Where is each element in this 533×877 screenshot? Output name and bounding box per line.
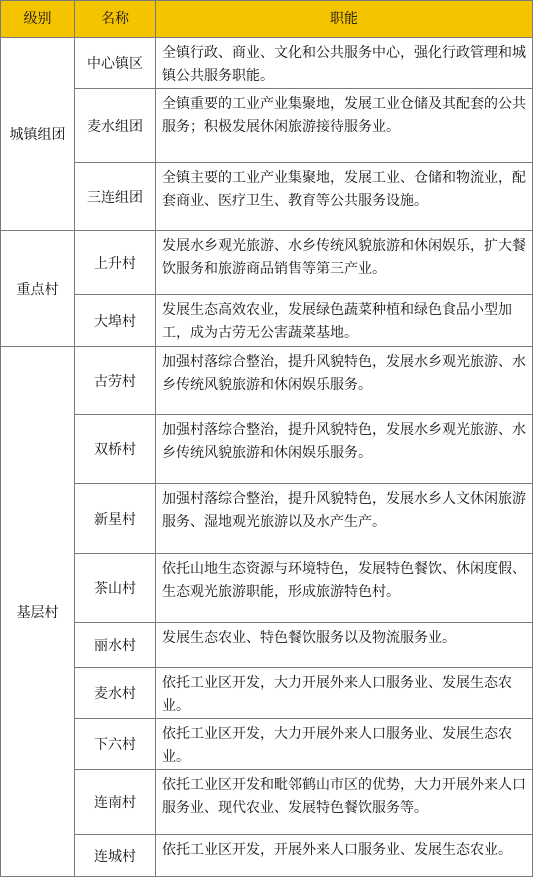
duty-cell: 全镇主要的工业产业集聚地，发展工业、仓储和物流业，配套商业、医疗卫生、教育等公共服务设施。: [156, 163, 533, 231]
duty-cell: 依托山地生态资源与环境特色，发展特色餐饮、休闲度假、生态观光旅游职能，形成旅游特色村。: [156, 554, 533, 623]
name-cell: 中心镇区: [75, 38, 156, 89]
duty-cell: 发展水乡观光旅游、水乡传统风貌旅游和休闲娱乐，扩大餐饮服务和旅游商品销售等第三产业。: [156, 231, 533, 295]
name-cell: 连城村: [75, 835, 156, 877]
duty-cell: 依托工业区开发和毗邻鹤山市区的优势，大力开展外来人口服务业、现代农业、发展特色餐饮服务等。: [156, 770, 533, 835]
table-row: [1, 668, 533, 719]
duty-cell: 加强村落综合整治，提升风貌特色，发展水乡观光旅游、水乡传统风貌旅游和休闲娱乐服务。: [156, 347, 533, 415]
duty-cell: 发展生态农业、特色餐饮服务以及物流服务业。: [156, 623, 533, 668]
table-row: [1, 347, 533, 415]
level-cell: 重点村: [1, 231, 75, 347]
table-row: [1, 484, 533, 554]
table-row: [1, 623, 533, 668]
table-row: [1, 231, 533, 295]
table-row: [1, 295, 533, 347]
table-row: [1, 38, 533, 89]
duty-cell: 全镇重要的工业产业集聚地，发展工业仓储及其配套的公共服务；积极发展休闲旅游接待服务业。: [156, 89, 533, 163]
name-cell: 上升村: [75, 231, 156, 295]
table-row: [1, 415, 533, 484]
duty-cell: 发展生态高效农业，发展绿色蔬菜种植和绿色食品小型加工，成为古劳无公害蔬菜基地。: [156, 295, 533, 347]
table-row: [1, 89, 533, 163]
table-row: [1, 835, 533, 877]
level-cell: 城镇组团: [1, 38, 75, 231]
name-cell: 双桥村: [75, 415, 156, 484]
header-row: [1, 1, 533, 38]
name-cell: 下六村: [75, 719, 156, 770]
table-row: [1, 163, 533, 231]
name-cell: 连南村: [75, 770, 156, 835]
duty-cell: 加强村落综合整治，提升风貌特色，发展水乡观光旅游、水乡传统风貌旅游和休闲娱乐服务。: [156, 415, 533, 484]
name-cell: 大埠村: [75, 295, 156, 347]
duty-cell: 依托工业区开发，大力开展外来人口服务业、发展生态农业。: [156, 719, 533, 770]
duty-cell: 加强村落综合整治，提升风貌特色，发展水乡人文休闲旅游服务、湿地观光旅游以及水产生产。: [156, 484, 533, 554]
duty-cell: 依托工业区开发，开展外来人口服务业、发展生态农业。: [156, 835, 533, 877]
level-cell: 基层村: [1, 347, 75, 877]
name-cell: 新星村: [75, 484, 156, 554]
name-cell: 三连组团: [75, 163, 156, 231]
name-cell: 茶山村: [75, 554, 156, 623]
table-row: [1, 719, 533, 770]
duty-cell: 依托工业区开发，大力开展外来人口服务业、发展生态农业。: [156, 668, 533, 719]
name-cell: 麦水村: [75, 668, 156, 719]
name-cell: 古劳村: [75, 347, 156, 415]
duty-cell: 全镇行政、商业、文化和公共服务中心，强化行政管理和城镇公共服务职能。: [156, 38, 533, 89]
name-cell: 麦水组团: [75, 89, 156, 163]
header-duty: 职能: [156, 1, 533, 38]
header-name: 名称: [75, 1, 156, 38]
header-level: 级别: [1, 1, 75, 38]
name-cell: 丽水村: [75, 623, 156, 668]
table-row: [1, 554, 533, 623]
table-row: [1, 770, 533, 835]
